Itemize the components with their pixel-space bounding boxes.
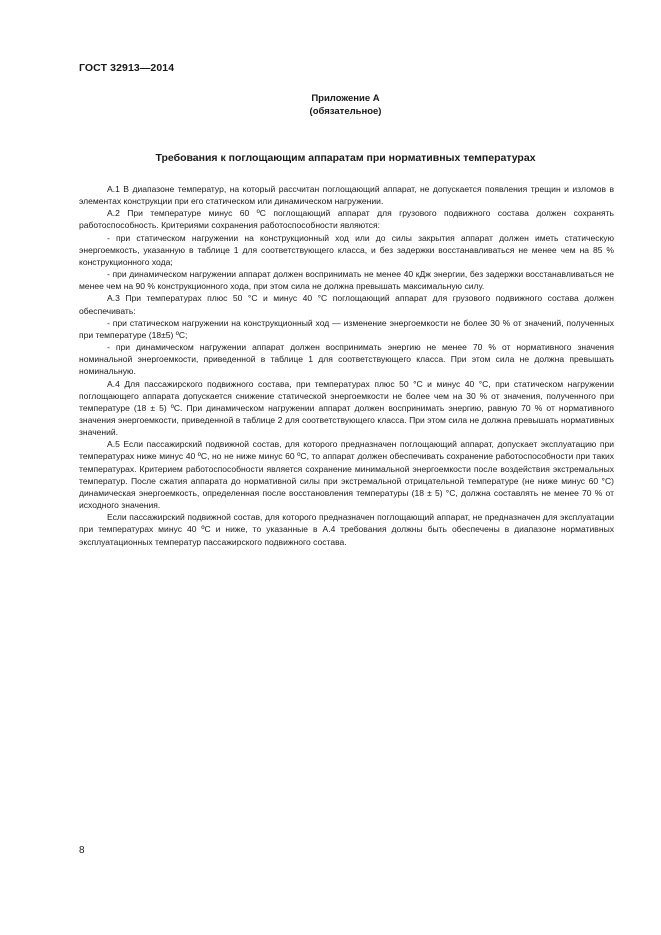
document-code: ГОСТ 32913—2014 (79, 62, 175, 74)
paragraph-a3-dynamic: - при динамическом нагружении аппарат должен воспринимать энергию не менее 70 % от нормативного значения номинальной энергоемкости, приведенной в таблице 1 для соответствующего класса. При этом сила не должна превышать номинальную. (79, 342, 614, 377)
paragraph-a3-static: - при статическом нагружении на конструкционный ход — изменение энергоемкости не более 30 % от значений, полученных при температуре (18±5) ºС; (79, 317, 614, 340)
appendix-title: Приложение А (311, 93, 380, 104)
paragraph-a4: А.4 Для пассажирского подвижного состава, при температурах плюс 50 °С и минус 40 °С, при статическом нагружении поглощающего аппарата допускается снижение статической энергоемкости не более чем на 30 % от значения, полученного при температуре (18 ± 5) ºС. При динамическом нагружении аппарат должен воспринимать энергию, равную 70 % от нормативного значения энергоемкости, приведенной в таблице 2 для соответствующего класса. При этом сила не должна превышать нормативных значений. (79, 378, 614, 438)
section-title-block (0, 152, 661, 164)
paragraph-a5-continued: Если пассажирский подвижной состав, для которого предназначен поглощающий аппарат, не предназначен для эксплуатации при температурах минус 40 ºС и ниже, то указанные в А.4 требования должны быть обеспечены в диапазоне нормативных эксплуатационных температур пассажирского подвижного состава. (79, 512, 614, 547)
appendix-status: (обязательное) (309, 106, 382, 117)
appendix-heading (0, 92, 661, 118)
section-title: Требования к поглощающим аппаратам при нормативных температурах (155, 152, 536, 164)
paragraph-a2: А.2 При температуре минус 60 ºС поглощающий аппарат для грузового подвижного состава должен сохранять работоспособность. Критериями сохранения работоспособности являются: (79, 208, 614, 231)
paragraph-a2-static: - при статическом нагружении на конструкционный ход или до силы закрытия аппарат должен иметь статическую энергоемкость, указанную в таблице 1 для соответствующего класса, и без задержки восстанавливаться не менее чем на 85 % конструкционного хода; (79, 232, 614, 267)
paragraph-a5: А.5 Если пассажирский подвижной состав, для которого предназначен поглощающий аппарат, допускает эксплуатацию при температурах ниже минус 40 ºС, но не ниже минус 60 ºС, то аппарат должен обеспечивать сохранение работоспособности при таких температурах. Критерием работоспособности является сохранение минимальной энергоемкости после воздействия экстремальных температур. После сжатия аппарата до нормативной силы при экстремальной отрицательной температуре (не ниже минус 60 °С) динамическая энергоемкость, определенная после восстановления температуры (18 ± 5) °С, должна составлять не менее 70 % от исходного значения. (79, 439, 614, 511)
body-text (79, 183, 614, 548)
page-number: 8 (79, 845, 85, 856)
paragraph-a3: А.3 При температурах плюс 50 °С и минус 40 °С поглощающий аппарат для грузового подвижного состава должен обеспечивать: (79, 293, 614, 316)
paragraph-a2-dynamic: - при динамическом нагружении аппарат должен воспринимать не менее 40 кДж энергии, без задержки восстанавливаться не менее чем на 90 % конструкционного хода, при этом сила не должна превышать максимальную силу. (79, 269, 614, 292)
paragraph-a1: А.1 В диапазоне температур, на который рассчитан поглощающий аппарат, не допускается появления трещин и изломов в элементах конструкции при его статическом или динамическом нагружении. (79, 184, 614, 207)
